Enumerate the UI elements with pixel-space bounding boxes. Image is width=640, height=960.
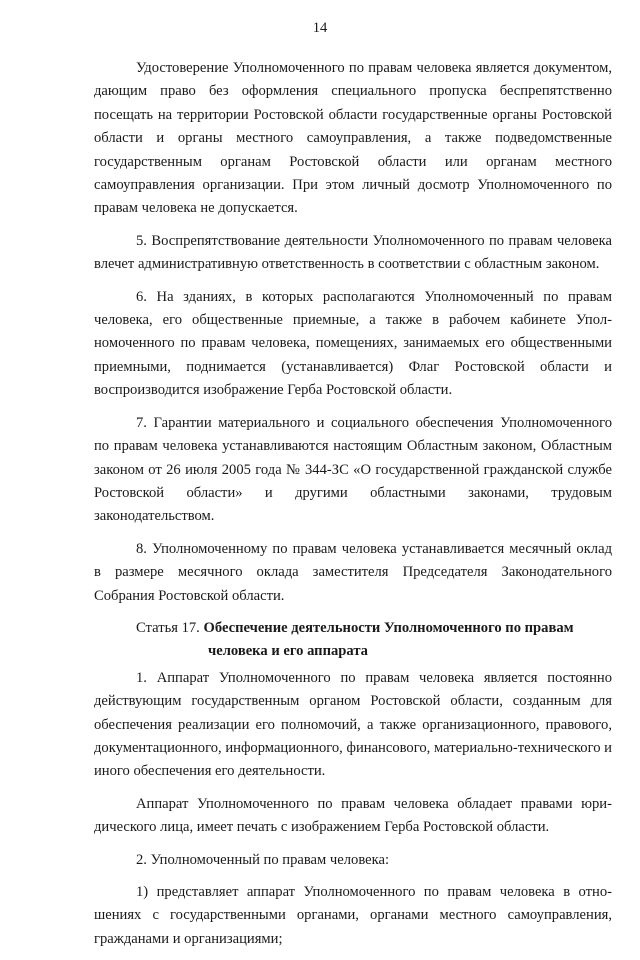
paragraph: 1) представляет аппарат Уполномоченного по правам человека в отношениях с государственными органами, органами местного самоуправления, гражданами и организациями;: [94, 884, 612, 947]
body-text: [94, 57, 612, 960]
paragraph: Удостоверение Уполномоченного по правам человека является документом, дающим право без оформления специального пропуска беспрепятственно посещать на территории Ростовской области государственные органы Ростовской области и органы местного самоуправления, а также подведомственные государственным органам Ростовской области или органам местного самоуправления организации. При этом личный досмотр Уполномоченного по правам человека не допускается.: [94, 60, 612, 217]
paragraph: 1. Аппарат Уполномоченного по правам человека является постоянно действующим государственным органом Ростовской области, созданным для обеспечения реализации его полномочий, а также организационного, правового, документационного, информационного, финансового, материально-технического и иного обеспечения его деятельности.: [94, 669, 612, 780]
paragraph: 5. Воспрепятствование деятельности Уполномоченного по правам человека влечет административную ответственность в соответствии с областным законом.: [94, 232, 612, 273]
article-heading: [94, 617, 612, 664]
paragraph: 8. Уполномоченному по правам человека устанавливается месячный оклад в размере месячного оклада заместителя Председателя Законодательного Собрания Ростовской области.: [94, 540, 612, 604]
article-label: Статья 17.: [136, 619, 204, 636]
article-title-continuation: человека и его аппарата: [208, 643, 368, 660]
paragraph: Аппарат Уполномоченного по правам человека обладает правами юридического лица, имеет печать с изображением Герба Ростовской области.: [94, 795, 612, 836]
paragraph: 2. Уполномоченный по правам человека:: [136, 851, 390, 868]
paragraph: 7. Гарантии материального и социального обеспечения Уполномоченного по правам человека устанавливаются настоящим Областным законом, Областным законом от 26 июля 2005 года № 344-ЗС «О государственной гражданской службе Ростовской области» и другими областными законами, трудовым законодательством.: [94, 414, 612, 525]
article-title: Обеспечение деятельности Уполномоченного по правам: [203, 619, 574, 636]
page-number: 14: [312, 20, 328, 36]
paragraph: 6. На зданиях, в которых располагаются Уполномоченный по правам человека, его общественные приемные, а также в рабочем кабинете Уполномоченного по правам человека, помещениях, занимаемых его общественными приемными, поднимается (устанавливается) Флаг Ростовской области и воспроизводится изображение Герба Ростовской области.: [94, 288, 612, 399]
